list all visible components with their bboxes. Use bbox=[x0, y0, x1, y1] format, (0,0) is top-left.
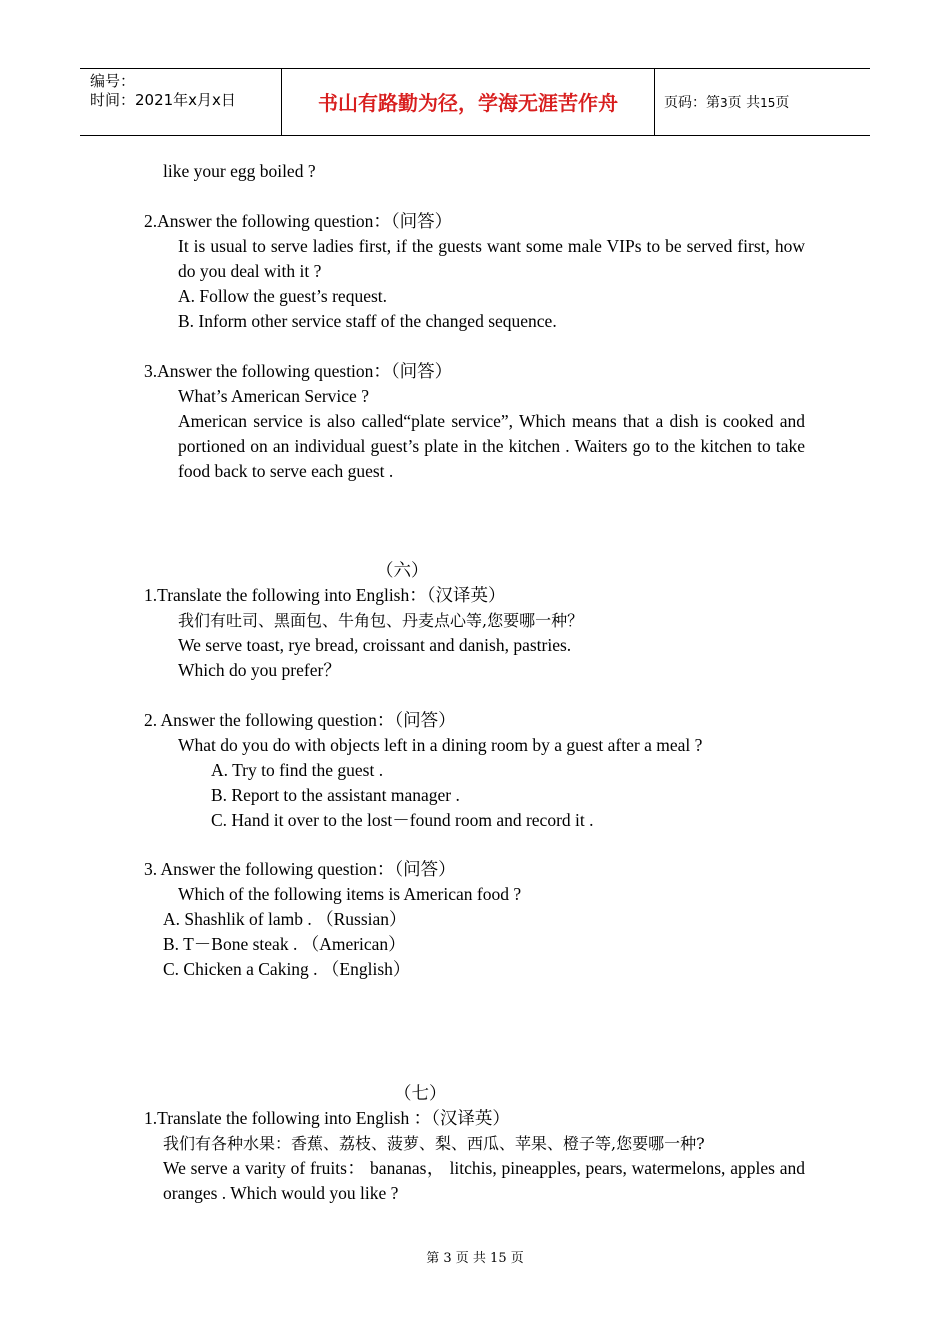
section-heading: （六） bbox=[376, 560, 429, 580]
question-text: What’s American Service ? bbox=[178, 386, 369, 406]
answer-option: A. Follow the guest’s request. bbox=[178, 286, 388, 306]
text-line: like your egg boiled ? bbox=[163, 161, 316, 181]
answer-option: B. T－Bone steak . （American） bbox=[163, 934, 406, 954]
question-heading: 1.Translate the following into English ：（汉译英） bbox=[144, 1108, 510, 1128]
translation-text: We serve a varity of fruits： bananas， litchis, pineapples, pears, watermelons, apples and oranges . Which would you like ? bbox=[163, 1158, 805, 1203]
answer-option: C. Chicken a Caking . （English） bbox=[163, 959, 411, 979]
question-heading: 2. Answer the following question：（问答） bbox=[144, 710, 456, 730]
question-text: What do you do with objects left in a dining room by a guest after a meal ? bbox=[178, 735, 703, 755]
answer-option: C. Hand it over to the lost－found room and record it . bbox=[211, 810, 594, 830]
header-page-info bbox=[664, 94, 789, 112]
header-top-rule bbox=[80, 68, 870, 69]
header-time-label: 时间：2021年x月x日 bbox=[90, 91, 236, 109]
header-page-total: 15 bbox=[760, 96, 776, 110]
answer-option: A. Shashlik of lamb . （Russian） bbox=[163, 909, 407, 929]
header-divider-right bbox=[654, 68, 655, 136]
header-page-current: 3 bbox=[720, 96, 728, 110]
answer-option: B. Report to the assistant manager . bbox=[211, 785, 460, 805]
question-text: It is usual to serve ladies first, if the guests want some male VIPs to be served first, how do you deal with it ? bbox=[178, 236, 805, 281]
chinese-prompt: 我们有吐司、黑面包、牛角包、丹麦点心等,您要哪一种？ bbox=[178, 611, 584, 630]
header-page-mid: 页 共 bbox=[727, 95, 761, 111]
header-page-suffix: 页 bbox=[775, 95, 790, 111]
translation-text: We serve toast, rye bread, croissant and danish, pastries. bbox=[178, 635, 572, 655]
question-heading: 2.Answer the following question：（问答） bbox=[144, 211, 453, 231]
question-heading: 3.Answer the following question：（问答） bbox=[144, 361, 453, 381]
header-serial-label: 编号： bbox=[90, 72, 136, 90]
answer-option: A. Try to find the guest . bbox=[211, 760, 384, 780]
header-motto: 书山有路勤为径，学海无涯苦作舟 bbox=[318, 91, 618, 115]
page-footer: 第 3 页 共 15 页 bbox=[426, 1251, 524, 1266]
chinese-prompt: 我们有各种水果：香蕉、荔枝、菠萝、梨、西瓜、苹果、橙子等,您要哪一种? bbox=[163, 1134, 705, 1153]
answer-paragraph: American service is also called“plate service”, Which means that a dish is cooked and portioned on an individual guest’s plate in the kitchen . Waiters go to the kitchen to take food back to serve each guest . bbox=[178, 411, 805, 481]
translation-text: Which do you prefer？ bbox=[178, 660, 341, 680]
question-text: Which of the following items is American food ? bbox=[178, 884, 522, 904]
question-heading: 1.Translate the following into English：（汉译英） bbox=[144, 585, 506, 605]
question-heading: 3. Answer the following question：（问答） bbox=[144, 859, 456, 879]
header-bottom-rule bbox=[80, 135, 870, 136]
header-page-prefix: 页码：第 bbox=[664, 95, 720, 111]
section-heading: （七） bbox=[394, 1083, 447, 1103]
answer-option: B. Inform other service staff of the changed sequence. bbox=[178, 311, 557, 331]
